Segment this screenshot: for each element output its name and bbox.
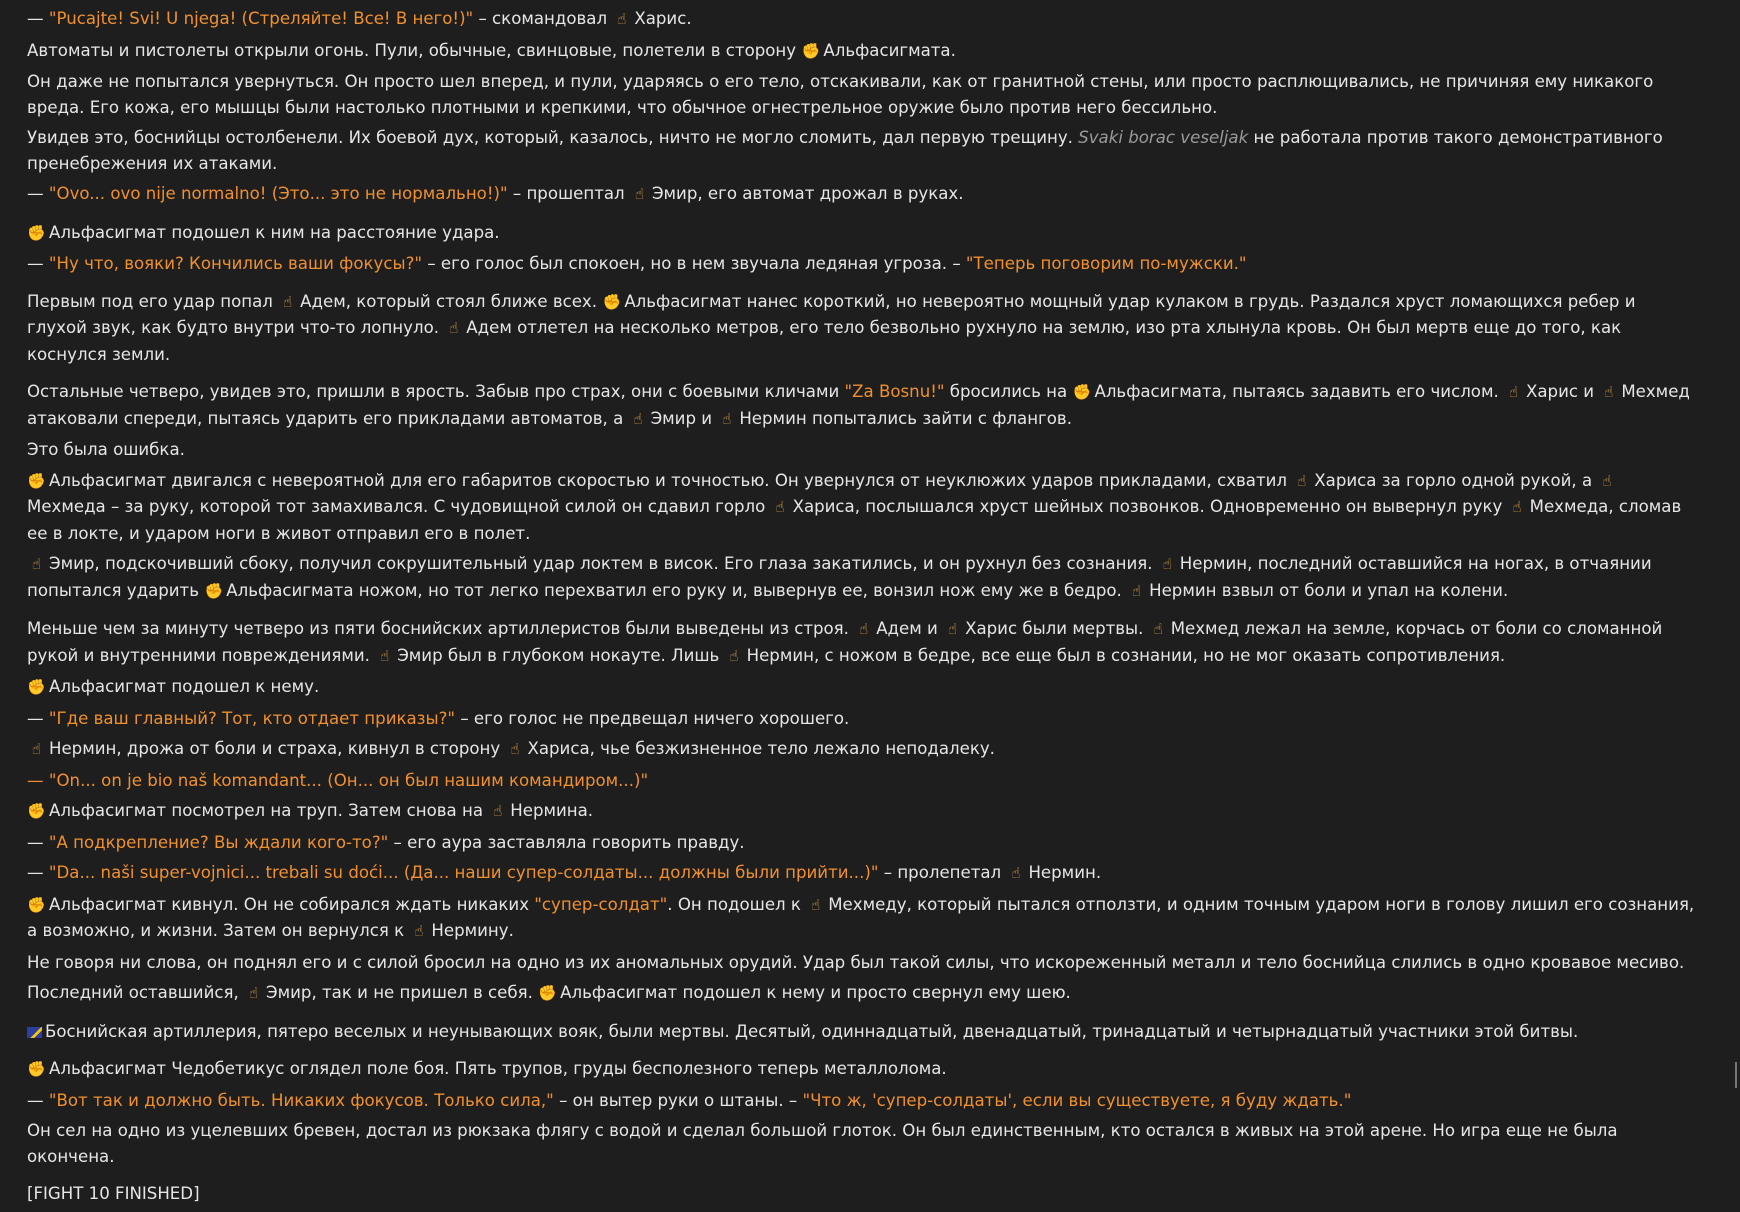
narration-text: Нермин взвыл от боли и упал на колени. bbox=[1149, 580, 1509, 600]
narration-text: Остальные четверо, увидев это, пришли в ярость. Забыв про страх, они с боевыми кличами bbox=[27, 382, 845, 401]
paragraph bbox=[27, 1181, 1695, 1207]
paragraph bbox=[27, 616, 1695, 669]
narration-text: Мехмеда – за руку, которой тот замахивался. С чудовищной силой он сдавил горло bbox=[27, 497, 771, 516]
pointing-hand-icon: ☝ bbox=[617, 10, 627, 28]
dialogue-quote: "А подкрепление? Вы ждали кого-то?" bbox=[48, 832, 389, 852]
narration-text: Боснийская артиллерия, пятеро веселых и неунывающих вояк, были мертвы. Десятый, одиннадцатый, двенадцатый, тринадцатый и четырнадцатый участники этой битвы. bbox=[45, 1021, 1579, 1041]
flexed-biceps-icon: ✊ bbox=[27, 895, 46, 914]
pointing-hand-icon: ☝ bbox=[1011, 864, 1021, 882]
flexed-biceps-icon: ✊ bbox=[27, 223, 46, 242]
narration-text: бросились на bbox=[944, 382, 1073, 401]
narration-text: Харис и bbox=[1526, 382, 1600, 401]
dialogue-quote: "Где ваш главный? Тот, кто отдает приказы?" bbox=[48, 708, 456, 728]
paragraph bbox=[27, 251, 1695, 277]
paragraph bbox=[27, 674, 1695, 701]
flexed-biceps-icon: ✊ bbox=[204, 581, 224, 600]
paragraph bbox=[27, 6, 1695, 33]
narration-text: Хариса за горло одной рукой, а bbox=[1314, 470, 1598, 490]
pointing-hand-icon: ☝ bbox=[948, 620, 958, 638]
paragraph bbox=[27, 437, 1695, 463]
flexed-biceps-icon: ✊ bbox=[27, 1060, 46, 1078]
pointing-hand-icon: ☝ bbox=[1512, 498, 1522, 516]
narration-text: Мехмеду, который пытался отползти, и одним точным ударом ноги в голову лишил его сознания, а возможно, и жизни. Затем он вернулся к bbox=[27, 894, 1695, 940]
narration-text: Он даже не попытался увернуться. Он просто шел вперед, и пули, ударяясь о его тело, отскакивали, как от гранитной стены, или просто расплющивались, не причиняя ему никакого вреда. Его кожа, его мышцы были настолько плотными и крепкими, что обычное огнестрельное оружие было против него бессильно. bbox=[27, 72, 1654, 117]
narration-text: — bbox=[27, 254, 49, 273]
paragraph bbox=[27, 768, 1695, 794]
narration-text: Адем и bbox=[876, 619, 944, 638]
pointing-hand-icon: ☝ bbox=[1162, 555, 1172, 573]
narration-text: — bbox=[27, 9, 49, 28]
narration-text: Не говоря ни слова, он поднял его и с силой бросил на одно из их аномальных орудий. Удар был такой силы, что искореженный металл и тело боснийца слились в одно кровавое месиво. bbox=[27, 952, 1685, 972]
pointing-hand-icon: ☝ bbox=[729, 646, 739, 665]
flexed-biceps-icon: ✊ bbox=[1072, 383, 1092, 401]
dialogue-quote: "Теперь поговорим по-мужски." bbox=[965, 254, 1247, 273]
pointing-hand-icon: ☝ bbox=[380, 646, 390, 665]
narration-text: Альфасигмата ножом, но тот легко перехватил его руку и, вывернув ее, вонзил нож ему же в бедро. bbox=[226, 580, 1128, 600]
narration-text: – пролепетал bbox=[878, 863, 1007, 882]
dialogue-quote: "супер-солдат" bbox=[534, 894, 668, 914]
dialogue-quote: "Ну что, вояки? Кончились ваши фокусы?" bbox=[48, 254, 423, 273]
narration-text: Нермину. bbox=[431, 921, 514, 940]
paragraph bbox=[27, 892, 1695, 945]
narration-text: Первым под его удар попал bbox=[27, 291, 279, 311]
narration-text: Альфасигмата. bbox=[823, 40, 956, 60]
narration-text: Нермин попытались зайти с флангов. bbox=[739, 408, 1072, 428]
narration-text: Последний оставшийся, bbox=[27, 983, 245, 1002]
narration-text: – его аура заставляла говорить правду. bbox=[388, 832, 745, 852]
narration-text: – его голос был спокоен, но в нем звучала ледяная угроза. – bbox=[422, 254, 966, 273]
flexed-biceps-icon: ✊ bbox=[538, 984, 557, 1002]
narration-text: — bbox=[27, 1090, 49, 1110]
paragraph bbox=[27, 551, 1695, 604]
pointing-hand-icon: ☝ bbox=[1604, 383, 1614, 401]
dialogue-quote: — "On... on je bio naš komandant... (Он... он был нашим командиром...)" bbox=[27, 770, 649, 790]
narration-text: Эмир и bbox=[650, 408, 718, 428]
narration-text: Альфасигмат подошел к нему. bbox=[49, 677, 320, 696]
narration-text: — bbox=[27, 708, 49, 728]
paragraph bbox=[27, 1118, 1695, 1169]
paragraph bbox=[27, 69, 1695, 120]
narration-text: – он вытер руки о штаны. – bbox=[553, 1090, 803, 1110]
narration-text: Альфасигмат нанес короткий, но невероятно мощный удар кулаком в грудь. Раздался хруст ломающихся ребер и глухой звук, как будто внутри что-то лопнуло. bbox=[27, 291, 1636, 337]
pointing-hand-icon: ☝ bbox=[283, 292, 293, 311]
narration-text: Нермин, последний оставшийся на ногах, в отчаянии попытался ударить bbox=[27, 554, 1652, 600]
narration-text: Альфасигмат Чедобетикус оглядел поле боя. Пять трупов, груды бесполезного теперь металлолома. bbox=[49, 1059, 947, 1078]
narration-text: Эмир был в глубоком нокауте. Лишь bbox=[397, 645, 725, 665]
dialogue-quote: "Pucajte! Svi! U njega! (Стреляйте! Все! В него!)" bbox=[48, 9, 474, 28]
dialogue-quote: "Ovo... ovo nije normalno! (Это... это не нормально!)" bbox=[48, 184, 508, 203]
pointing-hand-icon: ☝ bbox=[811, 895, 821, 914]
paragraph bbox=[27, 798, 1695, 825]
paragraph bbox=[27, 468, 1695, 547]
paragraph bbox=[27, 1056, 1695, 1083]
flexed-biceps-icon: ✊ bbox=[27, 678, 46, 696]
narration-text: – его голос не предвещал ничего хорошего. bbox=[455, 708, 850, 728]
pointing-hand-icon: ☝ bbox=[31, 555, 42, 573]
narration-text: Меньше чем за минуту четверо из пяти боснийских артиллеристов были выведены из строя. bbox=[27, 619, 855, 638]
narration-text: Альфасигмат кивнул. Он не собирался ждать никаких bbox=[49, 894, 535, 914]
pointing-hand-icon: ☝ bbox=[493, 802, 503, 820]
narration-text: Мехмед атаковали спереди, пытаясь ударить его прикладами автоматов, а bbox=[27, 382, 1690, 428]
flexed-biceps-icon: ✊ bbox=[27, 802, 46, 820]
italic-term: Svaki borac veseljak bbox=[1078, 128, 1249, 147]
pointing-hand-icon: ☝ bbox=[31, 740, 42, 758]
narration-text: не работала против такого демонстративного пренебрежения их атаками. bbox=[27, 128, 1663, 173]
narration-text: Мехмеда, сломав ее в локте, и ударом ноги в живот отправил его в полет. bbox=[27, 497, 1682, 543]
pointing-hand-icon: ☝ bbox=[1602, 471, 1612, 490]
paragraph bbox=[27, 220, 1695, 247]
paragraph bbox=[27, 38, 1695, 65]
pointing-hand-icon: ☝ bbox=[1297, 471, 1307, 490]
narration-text: Харис. bbox=[634, 9, 692, 28]
pointing-hand-icon: ☝ bbox=[449, 319, 459, 337]
narration-text: Эмир, его автомат дрожал в руках. bbox=[651, 184, 964, 203]
paragraph bbox=[27, 830, 1695, 856]
narration-text: Альфасигмат двигался с невероятной для его габаритов скоростью и точностью. Он увернулся от неуклюжих ударов прикладами, схватил bbox=[49, 470, 1293, 490]
narration-text: Нермин. bbox=[1028, 863, 1102, 882]
dialogue-quote: "Da... naši super-vojnici... trebali su doći... (Да... наши супер-солдаты... должны были прийти...)" bbox=[48, 863, 879, 882]
narration-text: Альфасигмат подошел к нему и просто свернул ему шею. bbox=[560, 983, 1071, 1002]
narration-text: Хариса, чье безжизненное тело лежало неподалеку. bbox=[527, 739, 995, 758]
flexed-biceps-icon: ✊ bbox=[602, 292, 622, 311]
narration-text: Альфасигмат посмотрел на труп. Затем снова на bbox=[49, 801, 489, 820]
pointing-hand-icon: ☝ bbox=[859, 620, 869, 638]
pointing-hand-icon: ☝ bbox=[634, 185, 644, 203]
narration-text: . Он подошел к bbox=[667, 894, 807, 914]
narration-text: Это была ошибка. bbox=[27, 440, 185, 459]
narration-text: Адем, который стоял ближе всех. bbox=[300, 291, 603, 311]
pointing-hand-icon: ☝ bbox=[248, 984, 259, 1002]
narration-text: Нермин, с ножом в бедре, все еще был в сознании, но не мог оказать сопротивления. bbox=[746, 645, 1506, 665]
paragraph bbox=[27, 706, 1695, 732]
scrollbar[interactable] bbox=[1735, 1062, 1737, 1088]
pointing-hand-icon: ☝ bbox=[1153, 620, 1163, 638]
flexed-biceps-icon: ✊ bbox=[27, 471, 46, 490]
paragraph bbox=[27, 950, 1695, 976]
paragraph bbox=[27, 736, 1695, 763]
pointing-hand-icon: ☝ bbox=[722, 409, 732, 428]
narration-text: Альфасигмат подошел к ним на расстояние удара. bbox=[49, 222, 500, 242]
pointing-hand-icon: ☝ bbox=[775, 498, 785, 516]
narration-text: — bbox=[27, 863, 49, 882]
narration-text: – скомандовал bbox=[473, 9, 613, 28]
narration-text: Мехмед лежал на земле, корчась от боли со сломанной рукой и внутренними повреждениями. bbox=[27, 619, 1663, 665]
pointing-hand-icon: ☝ bbox=[1508, 383, 1519, 401]
paragraph bbox=[27, 379, 1695, 432]
dialogue-quote: "Za Bosnu!" bbox=[844, 382, 945, 401]
dialogue-quote: "Вот так и должно быть. Никаких фокусов. Только сила," bbox=[48, 1090, 554, 1110]
dialogue-quote: "Что ж, 'супер-солдаты', если вы существуете, я буду ждать." bbox=[802, 1090, 1352, 1110]
paragraph bbox=[27, 1088, 1695, 1114]
narration-text: Он сел на одно из уцелевших бревен, достал из рюкзака флягу с водой и сделал большой глоток. Он был единственным, кто остался в живых на этой арене. Но игра еще не была окончена. bbox=[27, 1121, 1618, 1166]
story-text bbox=[27, 6, 1695, 1212]
narration-text: – прошептал bbox=[507, 184, 630, 203]
narration-text: — bbox=[27, 184, 49, 203]
flexed-biceps-icon: ✊ bbox=[801, 41, 821, 60]
narration-text: Нермина. bbox=[510, 801, 594, 820]
narration-text: Эмир, так и не пришел в себя. bbox=[266, 983, 539, 1002]
pointing-hand-icon: ☝ bbox=[633, 409, 643, 428]
narration-text: Альфасигмата, пытаясь задавить его числом. bbox=[1094, 382, 1505, 401]
paragraph bbox=[27, 980, 1695, 1007]
bosnia-flag-icon bbox=[27, 1027, 42, 1038]
narration-text: — bbox=[27, 832, 49, 852]
narration-text: Увидев это, боснийцы остолбенели. Их боевой дух, который, казалось, ничто не могло сломить, дал первую трещину. bbox=[27, 128, 1079, 147]
narration-text: Эмир, подскочивший сбоку, получил сокрушительный удар локтем в висок. Его глаза закатились, и он рухнул без сознания. bbox=[49, 554, 1158, 573]
narration-text: Адем отлетел на несколько метров, его тело безвольно рухнуло на землю, изо рта хлынула кровь. Он был мертв еще до того, как коснулся земли. bbox=[27, 318, 1622, 364]
narration-text: Харис были мертвы. bbox=[965, 619, 1149, 638]
pointing-hand-icon: ☝ bbox=[510, 740, 520, 758]
paragraph bbox=[27, 289, 1695, 368]
narration-text: Хариса, послышался хруст шейных позвонков. Одновременно он вывернул руку bbox=[792, 497, 1508, 516]
pointing-hand-icon: ☝ bbox=[414, 922, 424, 940]
narration-text: [FIGHT 10 FINISHED] bbox=[27, 1184, 200, 1203]
paragraph bbox=[27, 181, 1695, 208]
narration-text: Нермин, дрожа от боли и страха, кивнул в сторону bbox=[49, 739, 506, 758]
paragraph bbox=[27, 1019, 1695, 1045]
paragraph bbox=[27, 860, 1695, 887]
narration-text: Автоматы и пистолеты открыли огонь. Пули, обычные, свинцовые, полетели в сторону bbox=[27, 40, 802, 60]
paragraph bbox=[27, 125, 1695, 176]
pointing-hand-icon: ☝ bbox=[1132, 581, 1142, 600]
